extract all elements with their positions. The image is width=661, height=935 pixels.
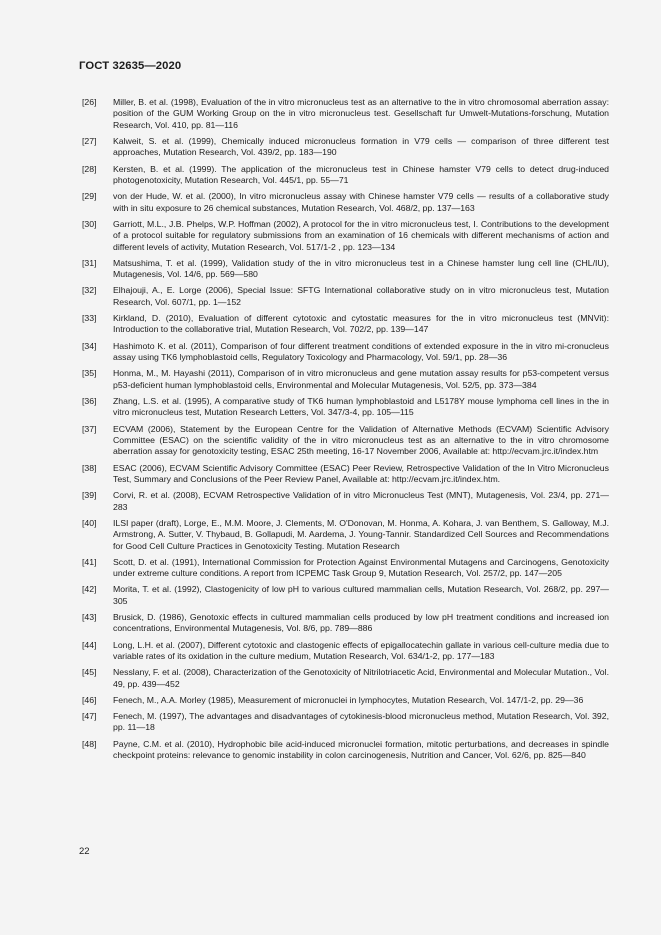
reference-item bbox=[82, 341, 609, 364]
reference-item bbox=[82, 667, 609, 690]
reference-text: Kirkland, D. (2010), Evaluation of different cytotoxic and cytostatic measures for the in vitro micronucleus test (MNVit): Introduction to the collaborative trial, Mutation Research, Vol. 702/2, pp. 139—147 bbox=[113, 313, 609, 335]
reference-list bbox=[82, 97, 609, 766]
reference-text: Matsushima, T. et al. (1999), Validation study of the in vitro micronucleus test in a Chinese hamster lung cell line (CHL/IU), Mutagenesis, Vol. 14/6, pp. 569—580 bbox=[113, 257, 609, 280]
reference-text: Brusick, D. (1986), Genotoxic effects in cultured mammalian cells produced by low pH treatment conditions and increased ion concentrations, Environmental Mutagenesis, Vol. 8/6, pp. 789—886 bbox=[113, 611, 609, 634]
reference-number: [28] bbox=[82, 163, 97, 174]
reference-item bbox=[82, 191, 609, 214]
reference-text: Long, L.H. et al. (2007), Different cytotoxic and clastogenic effects of epigallocatechin gallate in various cell-culture media due to variable rates of its oxidation in the culture medium, Mutation Research, Vol. 634/1-2, pp. 177—183 bbox=[113, 639, 609, 661]
reference-text: Garriott, M.L., J.B. Phelps, W.P. Hoffman (2002), A protocol for the in vitro micronucleus test, I. Contributions to the development of a protocol suitable for regulatory submissions from an examination of 16 chemicals with different mechanisms of action and different levels of activity, Mutation Research, Vol. 517/1-2 , pp. 123—134 bbox=[113, 218, 609, 252]
reference-item bbox=[82, 518, 609, 552]
reference-item bbox=[82, 396, 609, 419]
reference-number: [38] bbox=[82, 462, 97, 473]
reference-item bbox=[82, 557, 609, 580]
reference-number: [37] bbox=[82, 423, 97, 434]
reference-item bbox=[82, 313, 609, 336]
reference-item bbox=[82, 490, 609, 513]
reference-text: Kalweit, S. et al. (1999), Chemically induced micronucleus formation in V79 cells — comparison of three different test approaches, Mutation Research, Vol. 439/2, pp. 183—190 bbox=[113, 136, 609, 158]
reference-text: Nesslany, F. et al. (2008), Characterization of the Genotoxicity of Nitrilotriacetic Acid, Environmental and Molecular Mutation., Vol. 49, pp. 439—452 bbox=[113, 667, 609, 689]
reference-item bbox=[82, 424, 609, 458]
reference-number: [44] bbox=[82, 639, 97, 650]
reference-item bbox=[82, 136, 609, 159]
reference-number: [32] bbox=[82, 285, 97, 296]
reference-item bbox=[82, 368, 609, 391]
reference-text: Scott, D. et al. (1991), International Commission for Protection Against Environmental Mutagens and Carcinogens, Genotoxicity under extreme culture conditions. A report from ICPEMC Task Group 9, Mutation Research, Vol. 257/2, pp. 147—205 bbox=[113, 556, 609, 579]
reference-number: [41] bbox=[82, 556, 97, 567]
reference-item bbox=[82, 584, 609, 607]
reference-item bbox=[82, 640, 609, 663]
reference-number: [45] bbox=[82, 667, 97, 678]
reference-number: [30] bbox=[82, 218, 97, 229]
reference-text: Corvi, R. et al. (2008), ECVAM Retrospective Validation of in vitro Micronucleus Test (MNT), Mutagenesis, Vol. 23/4, pp. 271—283 bbox=[113, 490, 609, 512]
standard-header: ГОСТ 32635—2020 bbox=[79, 60, 182, 72]
reference-number: [42] bbox=[82, 584, 97, 595]
reference-text: ECVAM (2006), Statement by the European Centre for the Validation of Alternative Methods (ECVAM) Scientific Advisory Committee (ESAC) on the scientific validity of the in vitro micronucleus test as an alternative to the in vitro chromosome aberration assay for genotoxicity testing, ESAC 25th meeting, 16-17 November 2006, Available at: http://ecvam.jrc.it/index.htm bbox=[113, 423, 609, 457]
reference-text: Morita, T. et al. (1992), Clastogenicity of low pH to various cultured mammalian cells, Mutation Research, Vol. 268/2, pp. 297—305 bbox=[113, 584, 609, 606]
reference-number: [47] bbox=[82, 711, 97, 722]
reference-text: ILSI paper (draft), Lorge, E., M.M. Moore, J. Clements, M. O'Donovan, M. Honma, A. Kohara, J. van Benthem, S. Galloway, M.J. Armstrong, A. Sutter, V. Thybaud, B. Gollapudi, M. Aardema, J. Young-Tannir. Standardized Cell Sources and Recommendations for Good Cell Culture Practices in Genotoxicity Testing. Mutation Research bbox=[113, 517, 609, 551]
reference-number: [48] bbox=[82, 738, 97, 749]
reference-text: Elhajouji, A., E. Lorge (2006), Special Issue: SFTG International collaborative study on in vitro micronucleus test, Mutation Research, Vol. 607/1, pp. 1—152 bbox=[113, 285, 609, 307]
reference-text: ESAC (2006), ECVAM Scientific Advisory Committee (ESAC) Peer Review, Retrospective Validation of the In Vitro Micronucleus Test, Summary and Conclusions of the Peer Review Panel, Available at: http://ecvam.jrc.it/index.htm. bbox=[113, 462, 609, 484]
reference-text: Fenech, M., A.A. Morley (1985), Measurement of micronuclei in lymphocytes, Mutation Research, Vol. 147/1-2, pp. 29—36 bbox=[113, 694, 584, 705]
reference-number: [27] bbox=[82, 136, 97, 147]
reference-item bbox=[82, 97, 609, 131]
reference-number: [26] bbox=[82, 97, 97, 107]
reference-item bbox=[82, 612, 609, 635]
reference-text: Kersten, B. et al. (1999). The application of the micronucleus test in Chinese hamster V79 cells to detect drug-induced photogenotoxicity, Mutation Research, Vol. 445/1, pp. 55—71 bbox=[113, 163, 609, 186]
reference-item bbox=[82, 258, 609, 281]
reference-number: [33] bbox=[82, 313, 97, 324]
reference-item bbox=[82, 463, 609, 486]
reference-text: Hashimoto K. et al. (2011), Comparison of four different treatment conditions of extended exposure in the in vitro mi-cronucleus assay using TK6 lymphoblastoid cells, Regulatory Toxicology and Pharmacology, Vol. 59/1, pp. 28—36 bbox=[113, 340, 609, 363]
reference-item bbox=[82, 695, 609, 706]
reference-number: [29] bbox=[82, 191, 97, 202]
reference-number: [31] bbox=[82, 257, 97, 268]
reference-item bbox=[82, 219, 609, 253]
reference-text: von der Hude, W. et al. (2000), In vitro micronucleus assay with Chinese hamster V79 cells — results of a collaborative study with in situ exposure to 26 chemical substances, Mutation Research, Vol. 468/2, pp. 137—163 bbox=[113, 191, 609, 213]
reference-text: Miller, B. et al. (1998), Evaluation of the in vitro micronucleus test as an alternative to the in vitro chromosomal aberration assay: position of the GUM Working Group on the in vitro micronucleus test. Gesellschaft fur Umwelt-Mutations-forschung, Mutation Research, Vol. 410, pp. 81—116 bbox=[113, 97, 609, 130]
page-number: 22 bbox=[79, 846, 90, 857]
reference-text: Payne, C.M. et al. (2010), Hydrophobic bile acid-induced micronuclei formation, mitotic perturbations, and decreases in spindle checkpoint proteins: relevance to genomic instability in colon carcinogenesis, Nutrition and Cancer, Vol. 62/6, pp. 825—840 bbox=[113, 738, 609, 761]
reference-number: [39] bbox=[82, 490, 97, 501]
reference-number: [43] bbox=[82, 611, 97, 622]
reference-item bbox=[82, 711, 609, 734]
reference-number: [36] bbox=[82, 395, 97, 406]
reference-number: [34] bbox=[82, 340, 97, 351]
reference-item bbox=[82, 739, 609, 762]
reference-item bbox=[82, 164, 609, 187]
reference-text: Zhang, L.S. et al. (1995), A comparative study of TK6 human lymphoblastoid and L5178Y mouse lymphoma cell lines in the in vitro micronucleus test, Mutation Research Letters, Vol. 347/3-4, pp. 105—115 bbox=[113, 395, 609, 418]
reference-number: [40] bbox=[82, 517, 97, 528]
reference-number: [46] bbox=[82, 694, 97, 705]
reference-number: [35] bbox=[82, 368, 97, 379]
reference-text: Honma, M., M. Hayashi (2011), Comparison of in vitro micronucleus and gene mutation assay results for p53-competent versus p53-deficient human lymphoblastoid cells, Environmental and Molecular Mutagenesis, Vol. 52/5, pp. 373—384 bbox=[113, 368, 609, 390]
reference-text: Fenech, M. (1997), The advantages and disadvantages of cytokinesis-blood micronucleus method, Mutation Research, Vol. 392, pp. 11—18 bbox=[113, 711, 609, 733]
reference-item bbox=[82, 285, 609, 308]
